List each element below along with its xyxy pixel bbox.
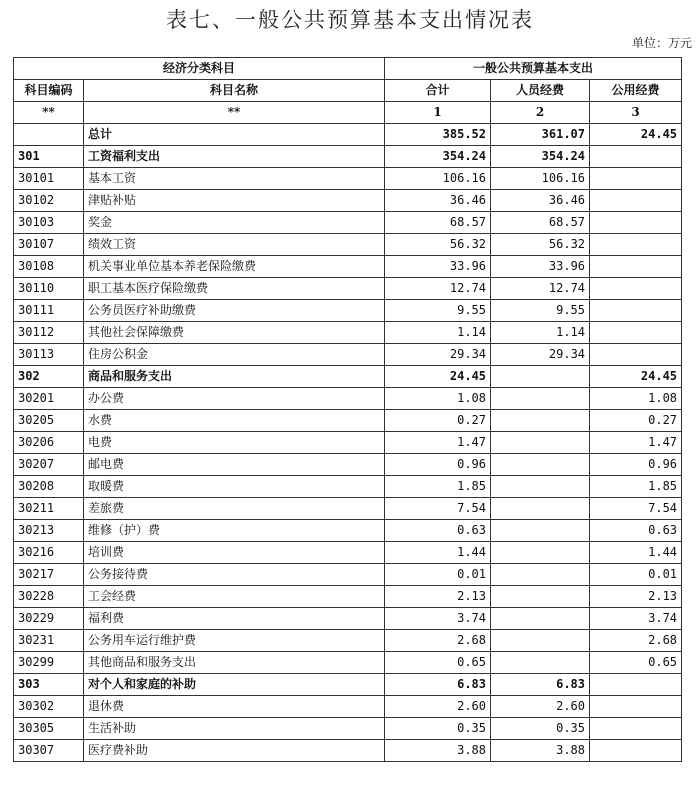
- table-row: [14, 322, 682, 344]
- row-public: 1.47: [590, 432, 682, 454]
- row-total: 2.60: [385, 696, 491, 718]
- row-code: 30302: [14, 696, 84, 718]
- row-public: 1.85: [590, 476, 682, 498]
- row-personnel: [491, 608, 590, 630]
- row-name: 水费: [84, 410, 385, 432]
- row-total: 0.65: [385, 652, 491, 674]
- row-public: 1.08: [590, 388, 682, 410]
- row-code: 30206: [14, 432, 84, 454]
- col-header-public: 公用经费: [590, 80, 682, 102]
- row-code: 30229: [14, 608, 84, 630]
- table-row: [14, 300, 682, 322]
- page-title: 表七、一般公共预算基本支出情况表: [166, 8, 534, 32]
- row-total: 106.16: [385, 168, 491, 190]
- row-personnel: [491, 652, 590, 674]
- row-total: 6.83: [385, 674, 491, 696]
- row-total: 0.96: [385, 454, 491, 476]
- table-row: [14, 256, 682, 278]
- header-group-row: [14, 58, 682, 80]
- row-public: [590, 212, 682, 234]
- row-code: 30211: [14, 498, 84, 520]
- row-personnel: 6.83: [491, 674, 590, 696]
- row-name: 绩效工资: [84, 234, 385, 256]
- row-total: 1.47: [385, 432, 491, 454]
- header-index-row: [14, 102, 682, 124]
- row-name: 奖金: [84, 212, 385, 234]
- idx-personnel: 2: [491, 102, 590, 124]
- row-total: 3.74: [385, 608, 491, 630]
- row-public: 3.74: [590, 608, 682, 630]
- row-code: 30307: [14, 740, 84, 762]
- table-row: [14, 146, 682, 168]
- table-body: [14, 58, 682, 762]
- row-public: [590, 234, 682, 256]
- row-name: 其他商品和服务支出: [84, 652, 385, 674]
- table-row: [14, 608, 682, 630]
- row-code: 30110: [14, 278, 84, 300]
- row-name: 工会经费: [84, 586, 385, 608]
- row-public: 0.65: [590, 652, 682, 674]
- table-row: [14, 564, 682, 586]
- row-name: 办公费: [84, 388, 385, 410]
- row-name: 总计: [84, 124, 385, 146]
- row-total: 9.55: [385, 300, 491, 322]
- row-code: 30213: [14, 520, 84, 542]
- row-public: [590, 278, 682, 300]
- row-total: 1.85: [385, 476, 491, 498]
- row-name: 取暖费: [84, 476, 385, 498]
- row-public: 0.27: [590, 410, 682, 432]
- col-header-total: 合计: [385, 80, 491, 102]
- table-row: [14, 740, 682, 762]
- row-code: 30208: [14, 476, 84, 498]
- row-name: 工资福利支出: [84, 146, 385, 168]
- row-name: 职工基本医疗保险缴费: [84, 278, 385, 300]
- row-personnel: 1.14: [491, 322, 590, 344]
- row-personnel: 29.34: [491, 344, 590, 366]
- row-code: 30108: [14, 256, 84, 278]
- idx-public: 3: [590, 102, 682, 124]
- row-code: 30111: [14, 300, 84, 322]
- unit-label: 单位：万元: [631, 36, 692, 50]
- row-name: 差旅费: [84, 498, 385, 520]
- row-personnel: 361.07: [491, 124, 590, 146]
- row-total: 0.63: [385, 520, 491, 542]
- row-personnel: [491, 366, 590, 388]
- row-personnel: 354.24: [491, 146, 590, 168]
- row-public: [590, 718, 682, 740]
- row-name: 公务用车运行维护费: [84, 630, 385, 652]
- row-name: 基本工资: [84, 168, 385, 190]
- table-row: [14, 234, 682, 256]
- row-public: 0.63: [590, 520, 682, 542]
- row-public: [590, 190, 682, 212]
- table-row: [14, 454, 682, 476]
- row-personnel: [491, 476, 590, 498]
- row-name: 津贴补贴: [84, 190, 385, 212]
- row-public: [590, 256, 682, 278]
- row-total: 0.27: [385, 410, 491, 432]
- row-code: 30217: [14, 564, 84, 586]
- row-total: 2.68: [385, 630, 491, 652]
- header-group-right: 一般公共预算基本支出: [385, 58, 682, 80]
- table-row: [14, 586, 682, 608]
- row-personnel: [491, 542, 590, 564]
- table-row: [14, 366, 682, 388]
- table-row: [14, 696, 682, 718]
- row-name: 福利费: [84, 608, 385, 630]
- row-name: 公务员医疗补助缴费: [84, 300, 385, 322]
- header-group-left: 经济分类科目: [14, 58, 385, 80]
- row-total: 24.45: [385, 366, 491, 388]
- row-name: 住房公积金: [84, 344, 385, 366]
- row-personnel: [491, 498, 590, 520]
- row-total: 29.34: [385, 344, 491, 366]
- row-code: 30107: [14, 234, 84, 256]
- row-code: 301: [14, 146, 84, 168]
- row-name: 机关事业单位基本养老保险缴费: [84, 256, 385, 278]
- row-code: 30113: [14, 344, 84, 366]
- row-code: [14, 124, 84, 146]
- table-row: [14, 212, 682, 234]
- table-row: [14, 630, 682, 652]
- row-personnel: 0.35: [491, 718, 590, 740]
- row-code: 30103: [14, 212, 84, 234]
- row-personnel: [491, 432, 590, 454]
- table-row: [14, 410, 682, 432]
- table-row: [14, 278, 682, 300]
- row-name: 商品和服务支出: [84, 366, 385, 388]
- row-code: 30216: [14, 542, 84, 564]
- row-code: 30305: [14, 718, 84, 740]
- row-public: 24.45: [590, 366, 682, 388]
- row-code: 30102: [14, 190, 84, 212]
- table-row: [14, 718, 682, 740]
- table-row: [14, 498, 682, 520]
- row-personnel: 2.60: [491, 696, 590, 718]
- row-code: 30205: [14, 410, 84, 432]
- row-total: 33.96: [385, 256, 491, 278]
- row-name: 其他社会保障缴费: [84, 322, 385, 344]
- table-row: [14, 124, 682, 146]
- row-code: 30201: [14, 388, 84, 410]
- row-public: 7.54: [590, 498, 682, 520]
- row-total: 1.44: [385, 542, 491, 564]
- col-header-name: 科目名称: [84, 80, 385, 102]
- idx-total: 1: [385, 102, 491, 124]
- row-total: 1.14: [385, 322, 491, 344]
- row-personnel: 56.32: [491, 234, 590, 256]
- row-name: 公务接待费: [84, 564, 385, 586]
- row-public: [590, 674, 682, 696]
- row-total: 0.01: [385, 564, 491, 586]
- row-personnel: [491, 388, 590, 410]
- row-personnel: [491, 454, 590, 476]
- row-total: 0.35: [385, 718, 491, 740]
- row-code: 30299: [14, 652, 84, 674]
- row-name: 维修（护）费: [84, 520, 385, 542]
- row-total: 1.08: [385, 388, 491, 410]
- row-name: 退休费: [84, 696, 385, 718]
- row-total: 36.46: [385, 190, 491, 212]
- row-public: 2.13: [590, 586, 682, 608]
- row-total: 385.52: [385, 124, 491, 146]
- row-public: [590, 322, 682, 344]
- table-row: [14, 652, 682, 674]
- row-code: 302: [14, 366, 84, 388]
- row-personnel: [491, 630, 590, 652]
- row-personnel: [491, 520, 590, 542]
- row-personnel: 33.96: [491, 256, 590, 278]
- row-public: 24.45: [590, 124, 682, 146]
- row-public: [590, 168, 682, 190]
- header-column-row: [14, 80, 682, 102]
- table-row: [14, 542, 682, 564]
- row-public: 1.44: [590, 542, 682, 564]
- table-row: [14, 168, 682, 190]
- row-code: 30228: [14, 586, 84, 608]
- table-row: [14, 190, 682, 212]
- row-name: 对个人和家庭的补助: [84, 674, 385, 696]
- row-personnel: 106.16: [491, 168, 590, 190]
- row-public: [590, 146, 682, 168]
- table-row: [14, 674, 682, 696]
- row-code: 30207: [14, 454, 84, 476]
- row-public: [590, 696, 682, 718]
- row-total: 3.88: [385, 740, 491, 762]
- row-code: 30231: [14, 630, 84, 652]
- row-name: 生活补助: [84, 718, 385, 740]
- row-total: 68.57: [385, 212, 491, 234]
- row-personnel: 68.57: [491, 212, 590, 234]
- row-personnel: 12.74: [491, 278, 590, 300]
- table-row: [14, 520, 682, 542]
- row-public: 2.68: [590, 630, 682, 652]
- row-personnel: [491, 410, 590, 432]
- row-personnel: 9.55: [491, 300, 590, 322]
- row-total: 2.13: [385, 586, 491, 608]
- row-public: [590, 300, 682, 322]
- row-public: 0.96: [590, 454, 682, 476]
- row-total: 7.54: [385, 498, 491, 520]
- row-personnel: 36.46: [491, 190, 590, 212]
- row-code: 30112: [14, 322, 84, 344]
- table-row: [14, 388, 682, 410]
- row-code: 303: [14, 674, 84, 696]
- table-row: [14, 344, 682, 366]
- row-name: 电费: [84, 432, 385, 454]
- row-personnel: 3.88: [491, 740, 590, 762]
- idx-code: **: [14, 102, 84, 124]
- row-total: 12.74: [385, 278, 491, 300]
- row-public: 0.01: [590, 564, 682, 586]
- col-header-personnel: 人员经费: [491, 80, 590, 102]
- table-row: [14, 432, 682, 454]
- col-header-code: 科目编码: [14, 80, 84, 102]
- row-total: 354.24: [385, 146, 491, 168]
- row-code: 30101: [14, 168, 84, 190]
- row-public: [590, 344, 682, 366]
- row-public: [590, 740, 682, 762]
- row-name: 培训费: [84, 542, 385, 564]
- row-name: 医疗费补助: [84, 740, 385, 762]
- expenditure-table: [13, 57, 682, 762]
- table-row: [14, 476, 682, 498]
- row-total: 56.32: [385, 234, 491, 256]
- row-name: 邮电费: [84, 454, 385, 476]
- row-personnel: [491, 586, 590, 608]
- idx-name: **: [84, 102, 385, 124]
- row-personnel: [491, 564, 590, 586]
